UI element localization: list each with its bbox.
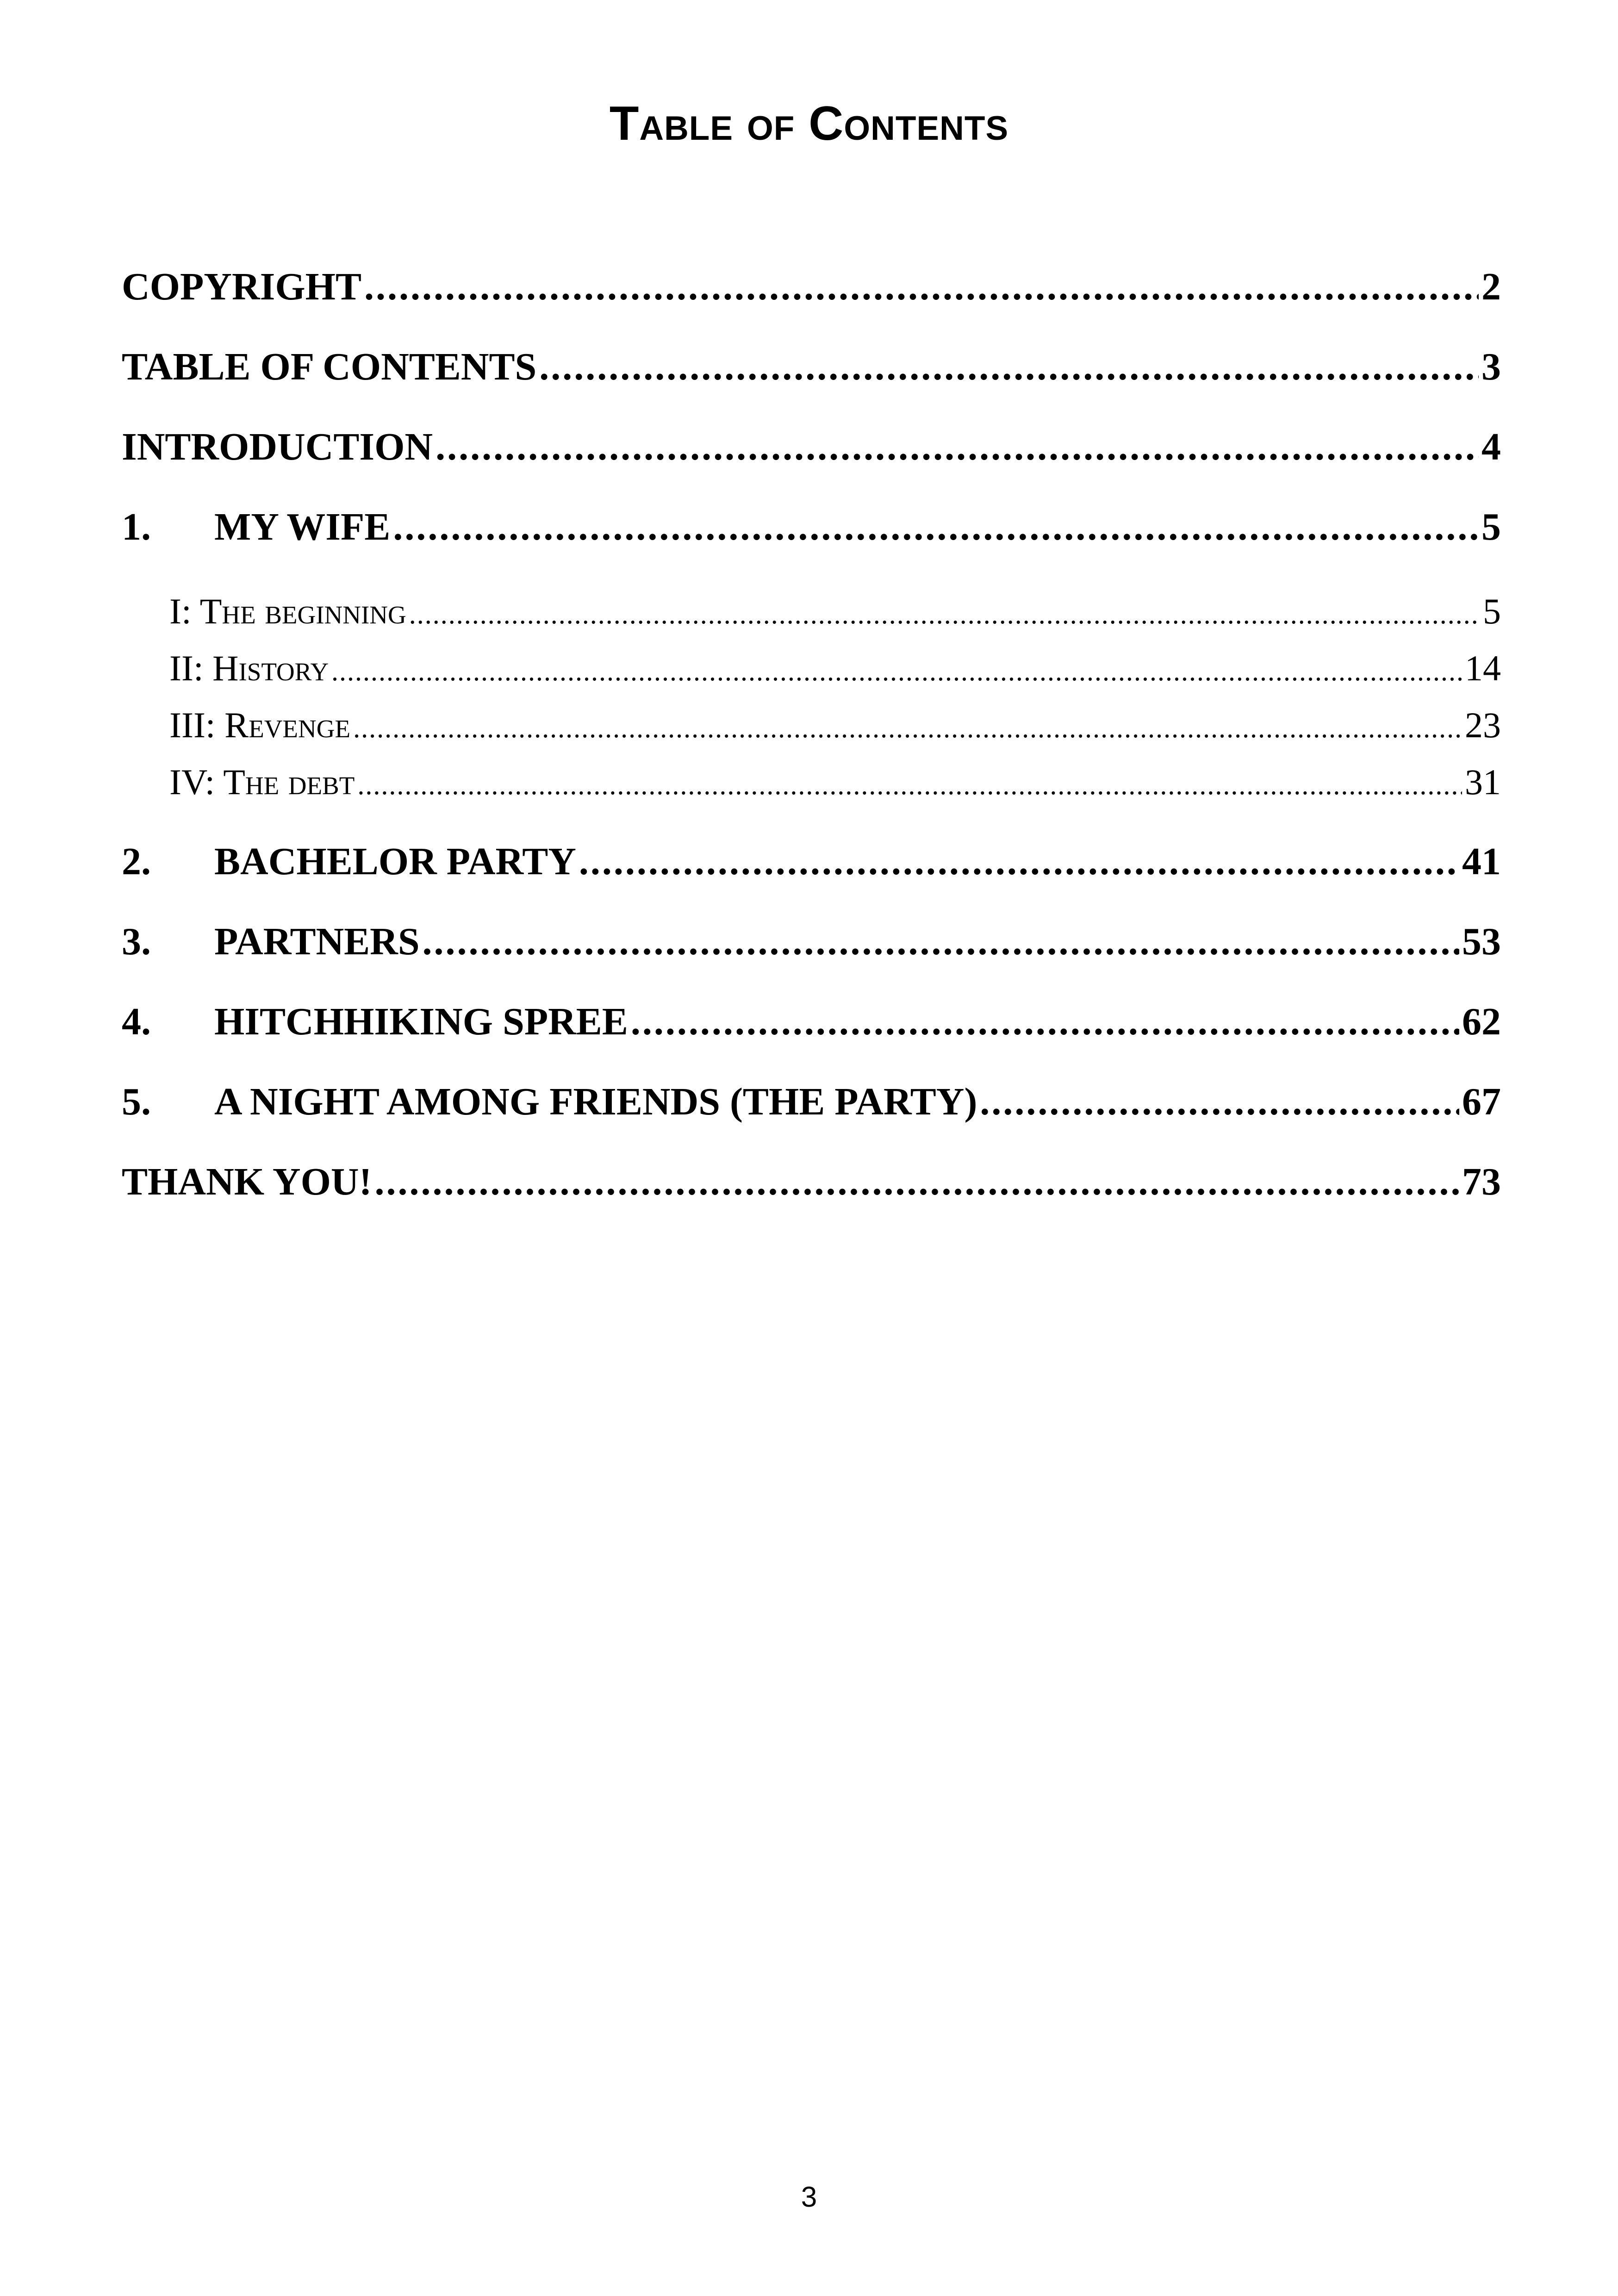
toc-entry-page: 73	[1462, 1160, 1501, 1203]
dot-leader	[980, 1079, 1459, 1125]
dot-leader	[393, 504, 1479, 550]
toc-entry-page: 3	[1481, 345, 1501, 388]
toc-entry-label: MY WIFE	[214, 505, 391, 548]
toc-entry-page: 41	[1462, 840, 1501, 883]
toc-entry-thank-you[interactable]	[122, 1159, 1501, 1205]
dot-leader	[423, 919, 1459, 965]
toc-entry-introduction[interactable]	[122, 424, 1501, 470]
footer-page-number: 3	[801, 2181, 817, 2213]
toc-subentry-label: I: The beginning	[169, 591, 406, 631]
toc-subentry-2[interactable]	[169, 647, 1501, 692]
toc-entry-number: 1.	[122, 505, 151, 548]
toc-entry-label: THANK YOU!	[122, 1160, 372, 1203]
toc-entry-number: 2.	[122, 840, 151, 883]
toc-entry-page: 5	[1481, 505, 1501, 548]
toc-entry-label: BACHELOR PARTY	[214, 840, 576, 883]
dot-leader	[409, 593, 1480, 635]
toc-subentry-page: 14	[1465, 648, 1501, 688]
dot-leader	[631, 999, 1459, 1045]
dot-leader	[364, 264, 1479, 310]
toc-subentry-label: II: History	[169, 648, 329, 688]
toc-subentry-page: 31	[1465, 762, 1501, 802]
dot-leader	[539, 344, 1479, 390]
dot-leader	[436, 424, 1479, 470]
toc-entry-label: HITCHHIKING SPREE	[214, 1000, 628, 1043]
toc-entry-page: 53	[1462, 920, 1501, 963]
toc-entry-chapter-4[interactable]	[122, 999, 1501, 1045]
toc-subentry-page: 23	[1465, 705, 1501, 745]
toc-subentry-4[interactable]	[169, 761, 1501, 806]
toc-subentry-3[interactable]	[169, 704, 1501, 749]
toc-entry-table-of-contents[interactable]	[122, 344, 1501, 390]
toc-entry-page: 4	[1481, 425, 1501, 468]
dot-leader	[579, 839, 1459, 885]
toc-entry-page: 67	[1462, 1080, 1501, 1123]
toc-subentry-label: III: Revenge	[169, 705, 351, 745]
toc-entry-copyright[interactable]	[122, 264, 1501, 310]
toc-entry-label: PARTNERS	[214, 920, 420, 963]
toc-entry-number: 5.	[122, 1080, 151, 1123]
toc-entry-number: 4.	[122, 1000, 151, 1043]
toc-entry-page: 62	[1462, 1000, 1501, 1043]
toc-entry-page: 2	[1481, 265, 1501, 308]
dot-leader	[353, 707, 1462, 749]
toc-subentry-1[interactable]	[169, 590, 1501, 635]
toc-entry-chapter-5[interactable]	[122, 1079, 1501, 1125]
page-title: Table of Contents	[609, 97, 1009, 150]
toc-subentry-page: 5	[1483, 591, 1501, 631]
toc-entry-number: 3.	[122, 920, 151, 963]
dot-leader	[357, 764, 1462, 806]
toc-entry-chapter-1[interactable]	[122, 504, 1501, 550]
toc-entry-label: INTRODUCTION	[122, 425, 433, 468]
toc-entry-chapter-2[interactable]	[122, 839, 1501, 885]
dot-leader	[375, 1159, 1459, 1205]
toc-subentry-label: IV: The debt	[169, 762, 355, 802]
toc-entry-label: COPYRIGHT	[122, 265, 362, 308]
toc-entry-label: TABLE OF CONTENTS	[122, 345, 537, 388]
toc-entry-label: A NIGHT AMONG FRIENDS (THE PARTY)	[214, 1080, 977, 1123]
toc-entry-chapter-3[interactable]	[122, 919, 1501, 965]
dot-leader	[331, 650, 1462, 692]
